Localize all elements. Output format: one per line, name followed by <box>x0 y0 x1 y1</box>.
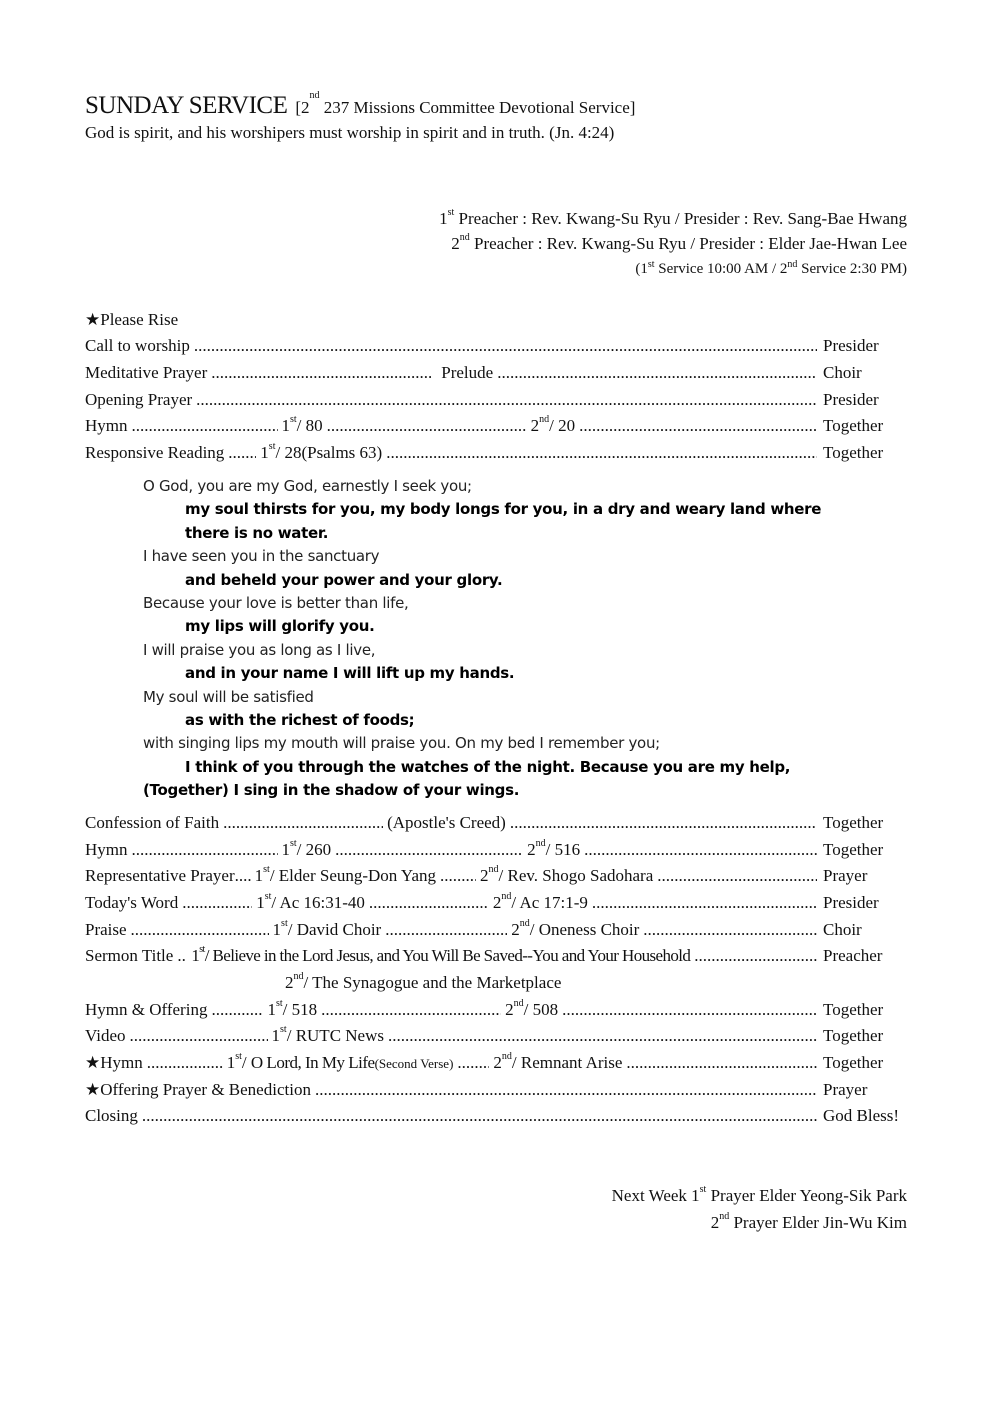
order-item-offering-prayer-benediction: ★Offering Prayer & Benediction ..... Prayer <box>85 1080 907 1100</box>
order-item-closing-hymn: ★Hymn ..... 1st/ O Lord, In My Life(Second Verse) ..... 2nd/ Remnant Arise ..... Together <box>85 1053 907 1073</box>
reading-line-people: and beheld your power and your glory. <box>185 570 503 589</box>
reading-line-people: and in your name I will lift up my hands. <box>185 664 515 683</box>
order-item-todays-word: Today's Word ..... 1st/ Ac 16:31-40 ..... 2nd/ Ac 17:1-9 ..... Presider <box>85 893 907 913</box>
order-item-meditative-prayer: Meditative Prayer ..... Prelude ..... Choir <box>85 363 907 383</box>
order-item-hymn-1: Hymn ..... 1st/ 80 ..... 2nd/ 20 ..... Together <box>85 416 907 436</box>
reading-line-leader: I will praise you as long as I live, <box>143 640 376 659</box>
order-item-call-to-worship: Call to worship ..... Presider <box>85 336 907 356</box>
reading-line-people: as with the richest of foods; <box>185 711 415 729</box>
reading-line-people: there is no water. <box>185 523 329 542</box>
reading-line-people: I think of you through the watches of the night. Because you are my help, <box>185 757 791 776</box>
please-rise: ★Please Rise <box>85 310 179 329</box>
order-item-opening-prayer: Opening Prayer ..... Presider <box>85 390 907 410</box>
sermon-title-second: 2nd/ The Synagogue and the Marketplace <box>285 971 562 992</box>
reading-line-leader: My soul will be satisfied <box>143 687 314 706</box>
order-item-video: Video ..... 1st/ RUTC News ..... Together <box>85 1026 907 1046</box>
order-item-closing: Closing ..... God Bless! <box>85 1106 907 1126</box>
officiants-second-service: 2nd Preacher : Rev. Kwang-Su Ryu / Presider : Elder Jae-Hwan Lee <box>451 232 907 253</box>
reading-line-people: my lips will glorify you. <box>185 617 375 636</box>
reading-line-leader: with singing lips my mouth will praise you. On my bed I remember you; <box>143 734 660 753</box>
order-item-confession-of-faith: Confession of Faith ..... (Apostle's Creed) ..... Together <box>85 813 907 833</box>
order-item-hymn-and-offering: Hymn & Offering ..... 1st/ 518 ..... 2nd/ 508 ..... Together <box>85 1000 907 1020</box>
next-week-first-prayer: Next Week 1st Prayer Elder Yeong-Sik Park <box>611 1184 907 1205</box>
order-item-praise: Praise ..... 1st/ David Choir ..... 2nd/ Oneness Choir ..... Choir <box>85 920 907 940</box>
reading-line-people: my soul thirsts for you, my body longs for you, in a dry and weary land where <box>185 500 822 519</box>
reading-line-leader: Because your love is better than life, <box>143 594 409 612</box>
next-week-second-prayer: 2nd Prayer Elder Jin-Wu Kim <box>710 1211 907 1232</box>
service-times: (1st Service 10:00 AM / 2nd Service 2:30 PM) <box>635 259 907 277</box>
order-item-responsive-reading: Responsive Reading ..... 1st/ 28(Psalms 63) ..... Together <box>85 443 907 463</box>
reading-line-leader: I have seen you in the sanctuary <box>143 547 380 566</box>
reading-line-together: (Together) I sing in the shadow of your wings. <box>143 781 520 800</box>
page-title <box>85 92 635 120</box>
order-item-sermon-title: Sermon Title ..... 1st/ Believe in the Lord Jesus, and You Will Be Saved--You and Your Household ..... Preacher <box>85 946 907 966</box>
theme-verse: God is spirit, and his worshipers must worship in spirit and in truth. (Jn. 4:24) <box>85 123 615 142</box>
service-title: SUNDAY SERVICE <box>85 92 288 119</box>
order-item-representative-prayer: Representative Prayer ..... 1st/ Elder Seung-Don Yang ..... 2nd/ Rev. Shogo Sadohara ..... Prayer <box>85 866 907 886</box>
reading-line-leader: O God, you are my God, earnestly I seek you; <box>143 477 472 495</box>
officiants-first-service: 1st Preacher : Rev. Kwang-Su Ryu / Presider : Rev. Sang-Bae Hwang <box>439 207 907 228</box>
order-item-hymn-2: Hymn ..... 1st/ 260 ..... 2nd/ 516 ..... Together <box>85 840 907 860</box>
service-subtitle: [2nd 237 Missions Committee Devotional Service] <box>295 90 636 117</box>
